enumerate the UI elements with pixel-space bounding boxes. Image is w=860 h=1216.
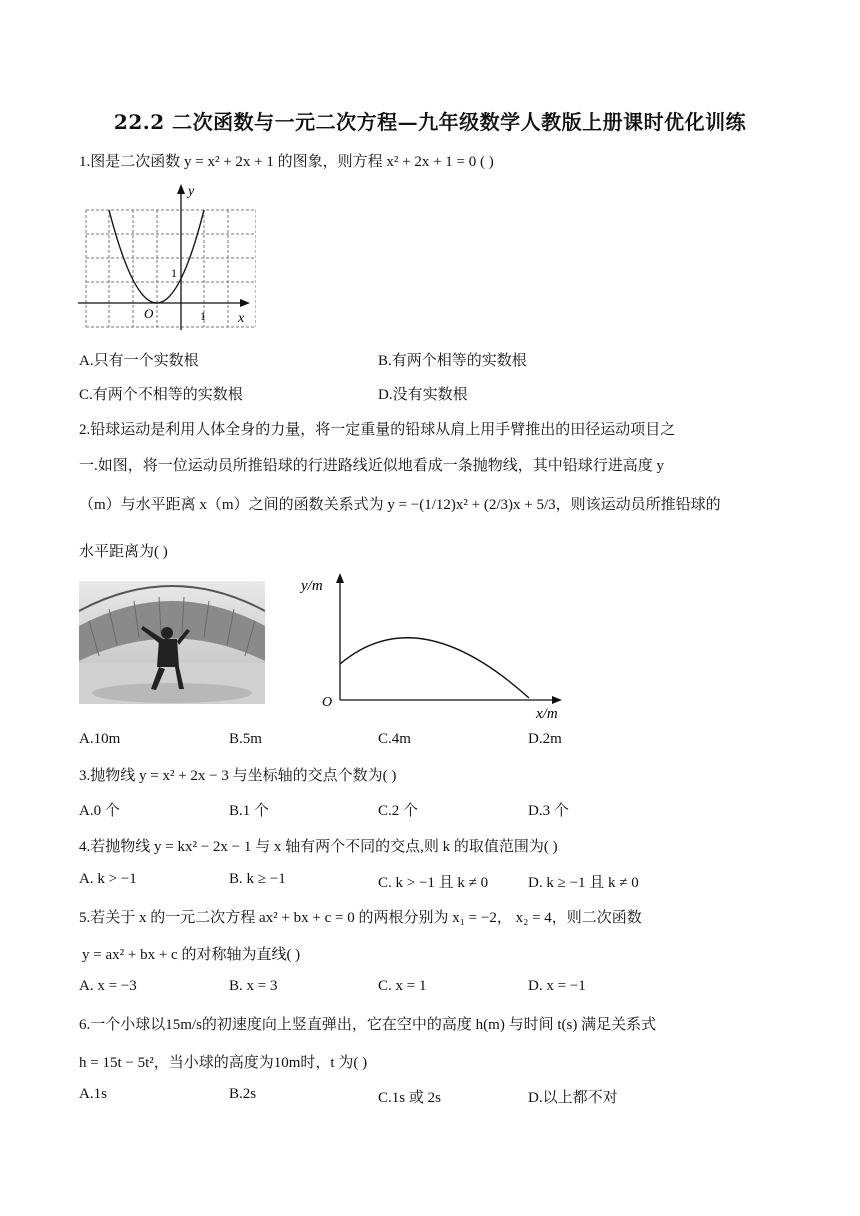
q2-y-axis-label: y/m (301, 578, 323, 594)
q4-stem: 4.若抛物线 y = kx² − 2x − 1 与 x 轴有两个不同的交点,则 k 的取值范围为( ) (79, 839, 558, 855)
q1-x-axis-label: x (238, 311, 245, 326)
q2-line-2: 一.如图，将一位运动员所推铅球的行进路线近似地看成一条抛物线，其中铅球行进高度 y (79, 458, 665, 474)
shot-put-photo (79, 581, 265, 704)
q6-option-c[interactable]: C.1s 或 2s (378, 1090, 441, 1106)
q3-option-d[interactable]: D.3 个 (528, 803, 569, 819)
q4-option-d[interactable]: D. k ≥ −1 且 k ≠ 0 (528, 875, 639, 891)
q2-trajectory-graph (296, 568, 586, 723)
q6-option-a[interactable]: A.1s (79, 1086, 107, 1102)
q1-x-tick: 1 (200, 309, 206, 323)
q1-parabola-graph (76, 182, 256, 332)
q5-option-a[interactable]: A. x = −3 (79, 978, 137, 994)
q5-option-c[interactable]: C. x = 1 (378, 978, 427, 994)
q6-line-2: h = 15t − 5t²，当小球的高度为10m时，t 为( ) (79, 1055, 368, 1071)
page-title: 22.2 二次函数与一元二次方程—九年级数学人教版上册课时优化训练 (113, 110, 747, 134)
q5-option-d[interactable]: D. x = −1 (528, 978, 586, 994)
q2-option-c[interactable]: C.4m (378, 731, 411, 747)
q5-line-2: y = ax² + bx + c 的对称轴为直线( ) (82, 947, 301, 963)
q1-y-tick: 1 (171, 266, 177, 280)
q6-option-d[interactable]: D.以上都不对 (528, 1090, 618, 1106)
q3-option-a[interactable]: A.0 个 (79, 803, 120, 819)
q6-option-b[interactable]: B.2s (229, 1086, 257, 1102)
q4-option-c[interactable]: C. k > −1 且 k ≠ 0 (378, 875, 489, 891)
q3-option-b[interactable]: B.1 个 (229, 803, 270, 819)
q2-option-d[interactable]: D.2m (528, 731, 562, 747)
q2-origin-label: O (322, 695, 333, 710)
q2-line-4: 水平距离为( ) (79, 544, 168, 560)
q2-x-axis-label: x/m (536, 706, 558, 722)
q1-origin-label: O (144, 306, 154, 321)
q4-option-b[interactable]: B. k ≥ −1 (229, 871, 286, 887)
q1-option-b[interactable]: B.有两个相等的实数根 (378, 353, 527, 369)
q5-line-1: 5.若关于 x 的一元二次方程 ax² + bx + c = 0 的两根分别为 x₁ = −2， x₂ = 4，则二次函数 (79, 910, 642, 926)
q1-option-c[interactable]: C.有两个不相等的实数根 (79, 387, 243, 403)
q1-option-a[interactable]: A.只有一个实数根 (79, 353, 199, 369)
q3-stem: 3.抛物线 y = x² + 2x − 3 与坐标轴的交点个数为( ) (79, 768, 397, 784)
q2-option-a[interactable]: A.10m (79, 731, 121, 747)
q6-line-1: 6.一个小球以15m/s的初速度向上竖直弹出，它在空中的高度 h(m) 与时间 t(s) 满足关系式 (79, 1017, 657, 1033)
q2-line-3: （m）与水平距离 x（m）之间的函数关系式为 y = −(1/12)x² + (2/3)x + 5/3，则该运动员所推铅球的 (79, 497, 721, 513)
q2-line-1: 2.铅球运动是利用人体全身的力量，将一定重量的铅球从肩上用手臂推出的田径运动项目之 (79, 422, 676, 438)
q4-option-a[interactable]: A. k > −1 (79, 871, 137, 887)
q5-option-b[interactable]: B. x = 3 (229, 978, 278, 994)
q3-option-c[interactable]: C.2 个 (378, 803, 419, 819)
q2-option-b[interactable]: B.5m (229, 731, 262, 747)
q1-option-d[interactable]: D.没有实数根 (378, 387, 468, 403)
q1-stem: 1.图是二次函数 y = x² + 2x + 1 的图象，则方程 x² + 2x + 1 = 0 ( ) (79, 154, 494, 170)
q1-y-axis-label: y (188, 184, 195, 199)
